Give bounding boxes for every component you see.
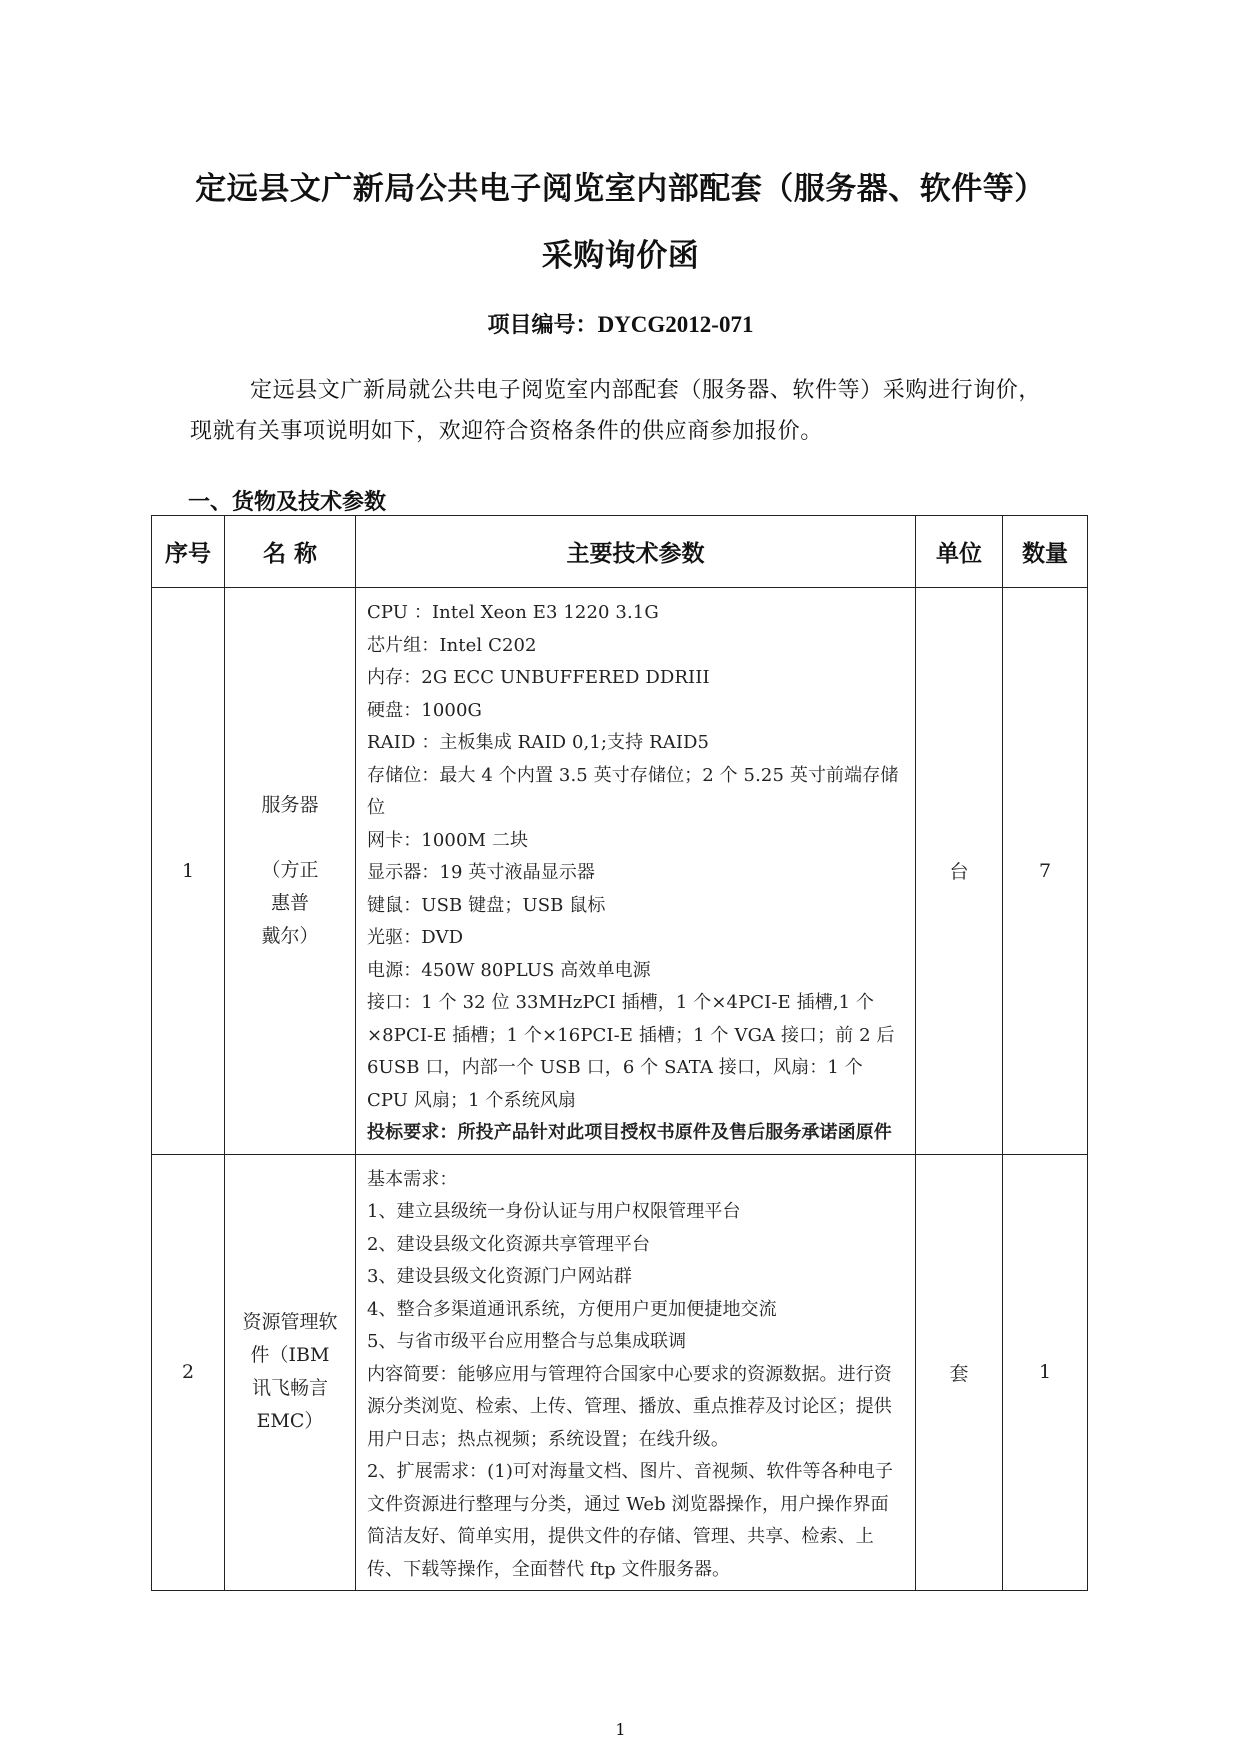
name-line-spacer [225, 822, 355, 854]
project-number [0, 308, 1241, 339]
page-number: 1 [615, 1720, 626, 1739]
document-title-line-1: 定远县文广新局公共电子阅览室内部配套（服务器、软件等） [195, 171, 1046, 207]
header-serial: 序号 [152, 516, 225, 588]
param-line: 3、建设县级文化资源门户网站群 [367, 1266, 632, 1287]
row-quantity: 1 [1003, 1154, 1088, 1591]
row-serial: 2 [152, 1154, 225, 1591]
param-line: 显示器：19 英寸液晶显示器 [367, 862, 596, 883]
name-line: （方正 [261, 858, 319, 881]
param-line: CPU ：Intel Xeon E3 1220 3.1G [367, 602, 659, 623]
goods-parameters-table [151, 515, 1088, 1591]
param-line: 基本需求： [367, 1168, 458, 1190]
section-heading: 一、货物及技术参数 [188, 490, 387, 515]
param-line: 2、建设县级文化资源共享管理平台 [367, 1233, 651, 1255]
header-name: 名 称 [225, 516, 356, 588]
name-line: 讯飞畅言 [251, 1377, 328, 1400]
table-row [152, 588, 1088, 1155]
param-line: RAID ：主板集成 RAID 0,1;支持 RAID5 [367, 732, 710, 753]
param-line: 5、与省市级平台应用整合与总集成联调 [367, 1331, 687, 1352]
project-number-label: 项目编号： [487, 313, 598, 338]
param-line: 硬盘：1000G [367, 699, 482, 721]
header-unit: 单位 [916, 516, 1003, 588]
param-line: 光驱：DVD [367, 927, 464, 948]
name-line: 件（IBM [250, 1344, 330, 1367]
param-line: 键鼠：USB 键盘；USB 鼠标 [367, 894, 606, 916]
param-line: 网卡：1000M 二块 [367, 829, 529, 851]
header-quantity: 数量 [1003, 516, 1088, 588]
param-line: 存储位：最大 4 个内置 3.5 英寸存储位；2 个 5.25 英寸前端存储位 [367, 764, 899, 818]
row-unit: 台 [916, 588, 1003, 1155]
bid-requirement: 投标要求：所投产品针对此项目授权书原件及售后服务承诺函原件 [367, 1122, 892, 1143]
project-number-code: DYCG2012-071 [597, 312, 754, 337]
param-line: 接口：1 个 32 位 33MHzPCI 插槽，1 个×4PCI-E 插槽,1 个×8PCI-E 插槽；1 个×16PCI-E 插槽；1 个 VGA 接口；前 2 后 6USB 口，内部一个 USB 口，6 个 SATA 接口，风扇：1 个 CPU 风扇；1 个系统风扇 [367, 992, 895, 1111]
name-line: 惠普 [270, 891, 309, 914]
intro-paragraph: 定远县文广新局就公共电子阅览室内部配套（服务器、软件等）采购进行询价，现就有关事项说明如下，欢迎符合资格条件的供应商参加报价。 [190, 378, 1042, 444]
name-line: 戴尔） [261, 924, 319, 947]
name-line: EMC） [256, 1410, 324, 1433]
name-line: 资源管理软 [242, 1311, 338, 1334]
document-title-line-2: 采购询价函 [541, 238, 700, 274]
row-serial: 1 [152, 588, 225, 1155]
row-quantity: 7 [1003, 588, 1088, 1155]
table-header-row [152, 516, 1088, 588]
row-parameters [356, 588, 916, 1155]
param-line: 4、整合多渠道通讯系统，方便用户更加便捷地交流 [367, 1298, 777, 1320]
row-item-name [225, 1154, 356, 1591]
row-unit: 套 [916, 1154, 1003, 1591]
param-line: 电源：450W 80PLUS 高效单电源 [367, 959, 651, 981]
table-row [152, 1154, 1088, 1591]
param-line: 芯片组：Intel C202 [367, 634, 537, 656]
param-line: 1、建立县级统一身份认证与用户权限管理平台 [367, 1201, 741, 1222]
param-line: 内存：2G ECC UNBUFFERED DDRIII [367, 667, 710, 688]
param-line: 2、扩展需求：(1)可对海量文档、图片、音视频、软件等各种电子文件资源进行整理与分类，通过 Web 浏览器操作，用户操作界面简洁友好、简单实用，提供文件的存储、管理、共享、检索、上传、下载等操作，全面替代 ftp 文件服务器。 [367, 1461, 894, 1580]
param-line: 内容简要：能够应用与管理符合国家中心要求的资源数据。进行资源分类浏览、检索、上传、管理、播放、重点推荐及讨论区；提供用户日志；热点视频；系统设置；在线升级。 [367, 1363, 892, 1450]
name-line: 服务器 [261, 793, 319, 816]
header-parameters: 主要技术参数 [356, 516, 916, 588]
row-item-name [225, 588, 356, 1155]
row-parameters [356, 1154, 916, 1591]
